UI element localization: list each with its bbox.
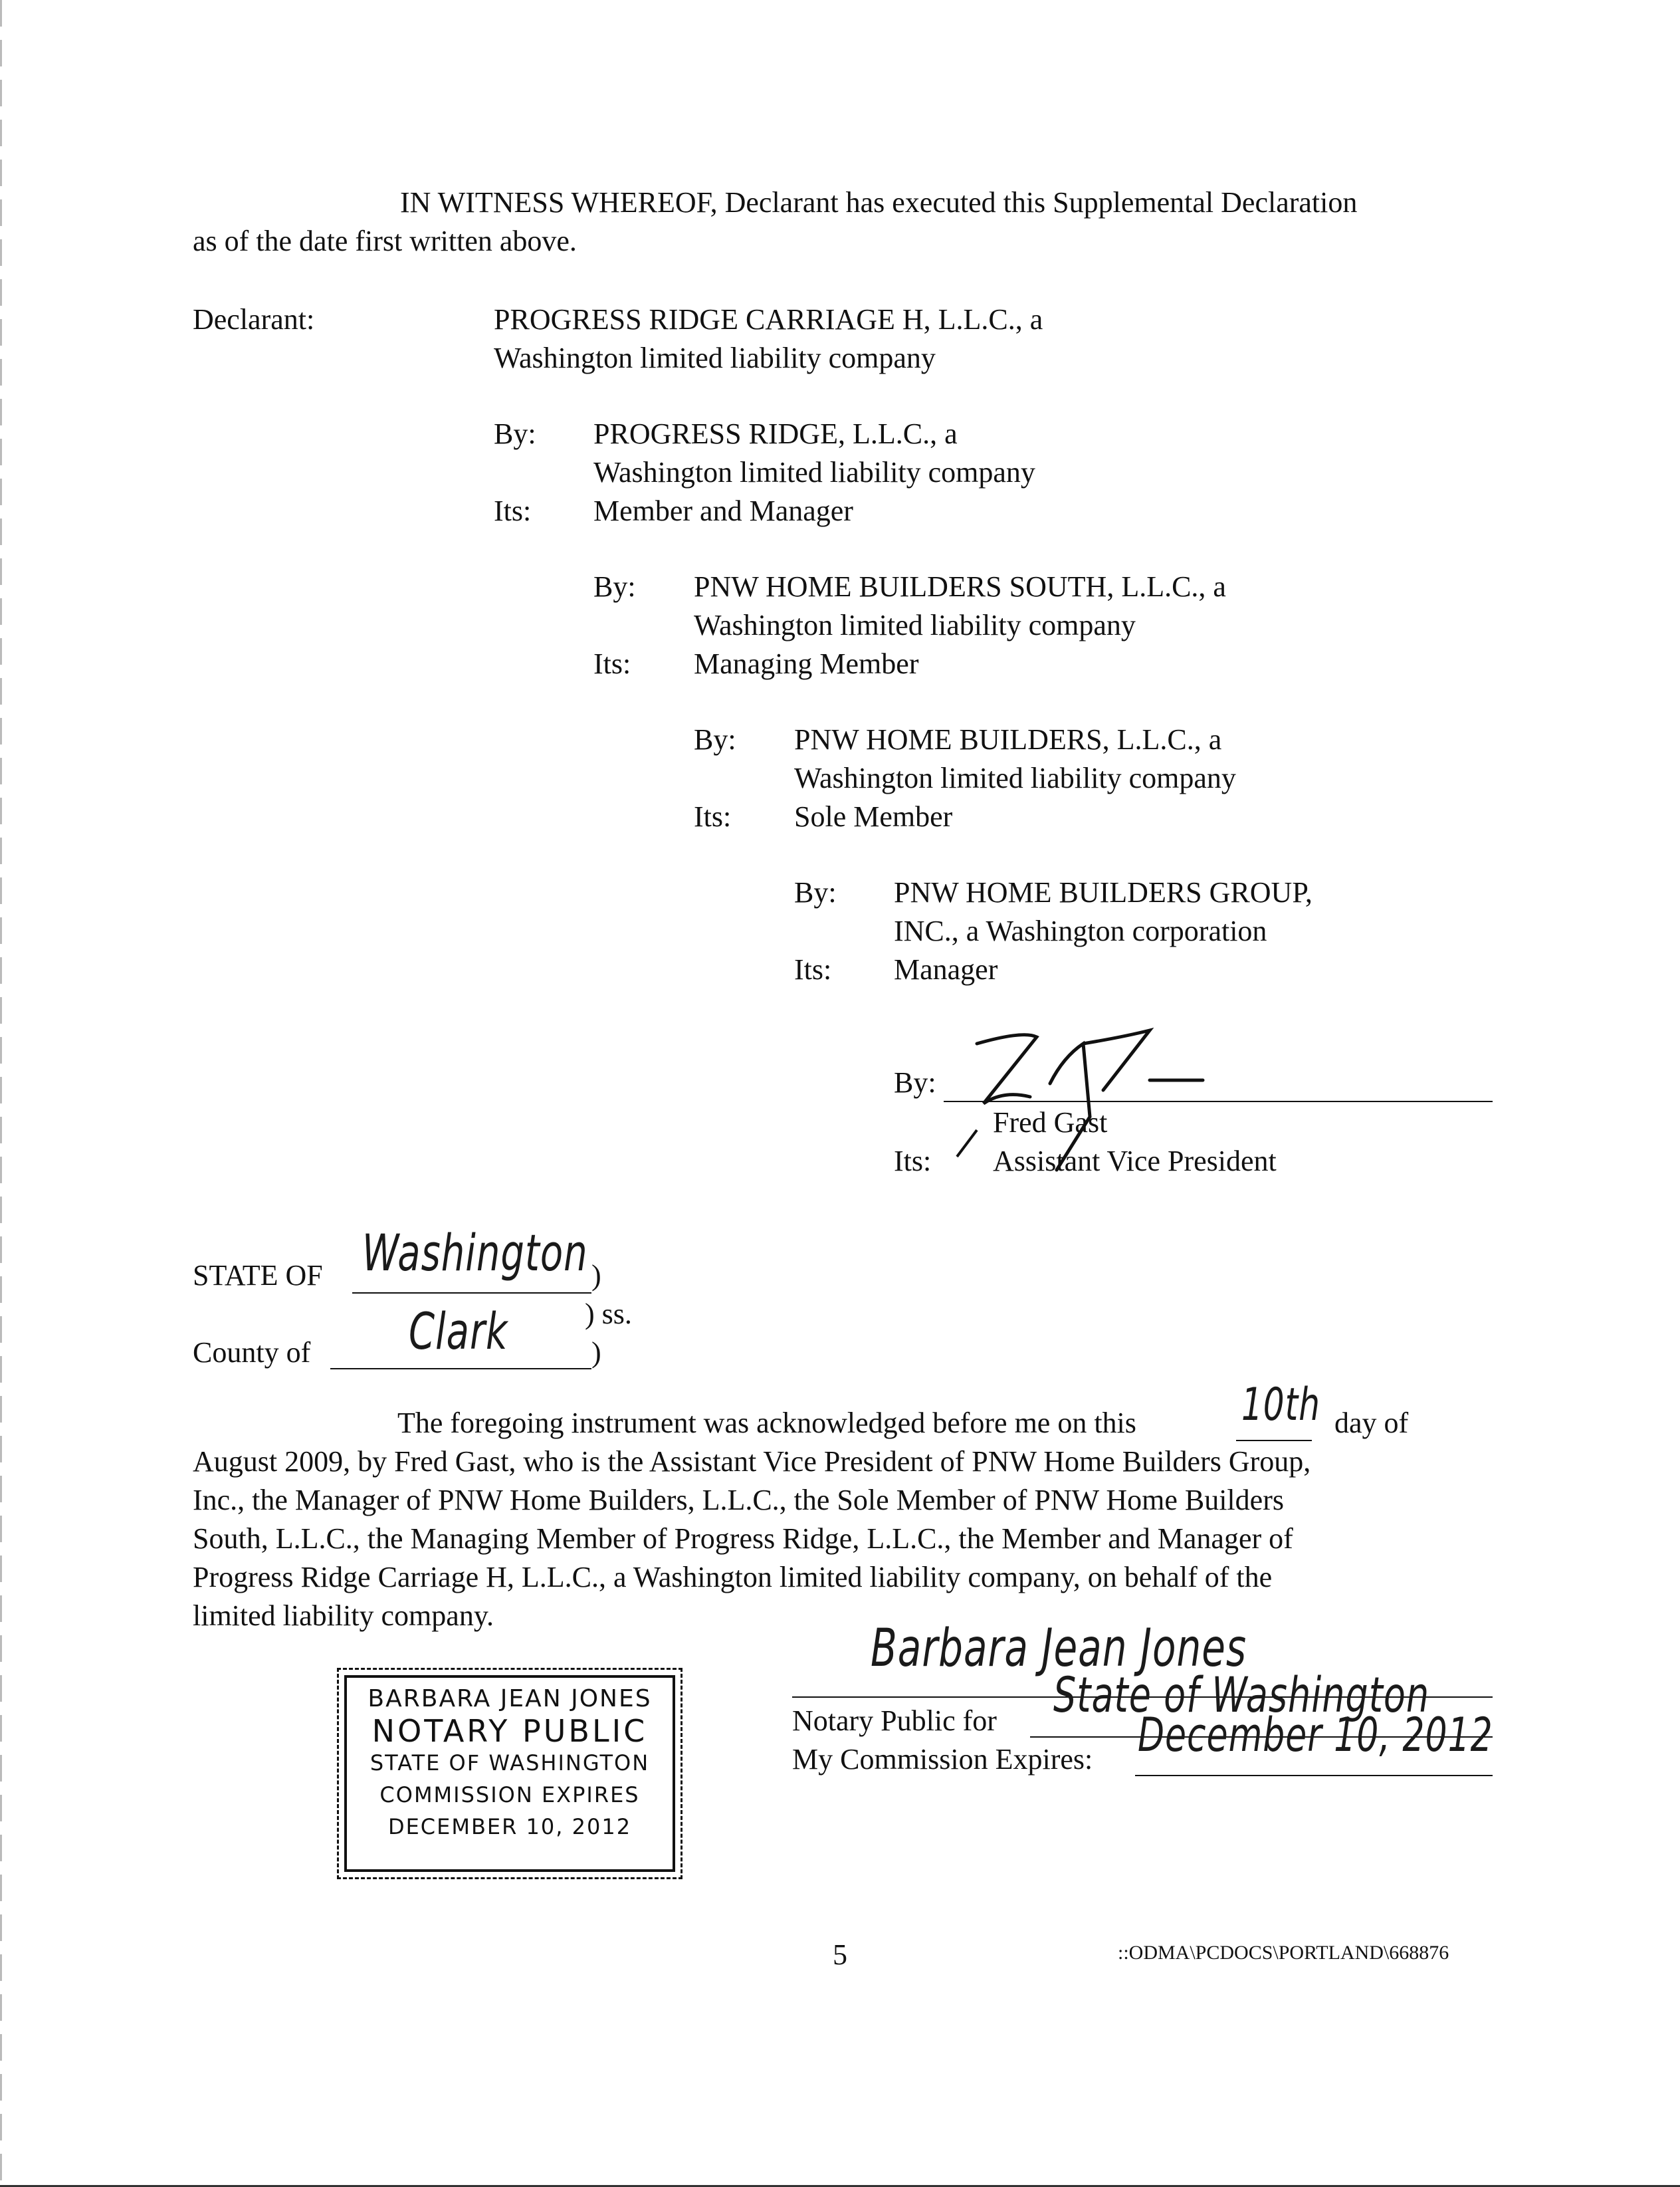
level3-name-line-1: PNW HOME BUILDERS, L.L.C., a — [794, 723, 1222, 756]
notary-signature: Barbara Jean Jones — [871, 1617, 1247, 1678]
county-label: County of — [193, 1336, 311, 1369]
county-underline — [330, 1368, 591, 1369]
page-number: 5 — [833, 1938, 847, 1971]
level2-role: Managing Member — [694, 647, 919, 680]
notary-stamp — [344, 1675, 675, 1872]
signer-by-label: By: — [894, 1066, 936, 1099]
level2-name-line-2: Washington limited liability company — [694, 609, 1136, 641]
ss-label: ) ss. — [585, 1298, 632, 1330]
ack-line-4: South, L.L.C., the Managing Member of Progress Ridge, L.L.C., the Member and Manager of — [193, 1522, 1293, 1555]
signer-name: Fred Gast — [993, 1106, 1108, 1139]
witness-line-2: as of the date first written above. — [193, 225, 577, 257]
level2-by-label: By: — [593, 570, 636, 603]
signer-its-label: Its: — [894, 1145, 932, 1177]
declarant-name-line-1: PROGRESS RIDGE CARRIAGE H, L.L.C., a — [494, 303, 1043, 336]
state-underline — [352, 1292, 591, 1294]
ack-line-2: August 2009, by Fred Gast, who is the Assistant Vice President of PNW Home Builders Group, — [193, 1445, 1311, 1478]
notary-public-for-value: State of Washington — [1053, 1667, 1430, 1724]
level2-name-line-1: PNW HOME BUILDERS SOUTH, L.L.C., a — [694, 570, 1226, 603]
commission-expires-label: My Commission Expires: — [792, 1743, 1093, 1776]
declarant-name-line-2: Washington limited liability company — [494, 342, 936, 374]
state-value: Washington — [362, 1224, 588, 1284]
day-underline — [1236, 1440, 1312, 1441]
ack-line-6: limited liability company. — [193, 1599, 494, 1632]
level3-role: Sole Member — [794, 800, 953, 833]
ack-line-3: Inc., the Manager of PNW Home Builders, L.L.C., the Sole Member of PNW Home Builders — [193, 1484, 1284, 1516]
level1-name-line-1: PROGRESS RIDGE, L.L.C., a — [593, 417, 958, 450]
commission-expires-value: December 10, 2012 — [1138, 1708, 1493, 1763]
stamp-line-4: COMMISSION EXPIRES — [379, 1782, 640, 1807]
level1-name-line-2: Washington limited liability company — [593, 456, 1035, 489]
level3-name-line-2: Washington limited liability company — [794, 762, 1236, 794]
county-paren: ) — [591, 1336, 601, 1369]
commission-expires-underline — [1135, 1775, 1493, 1776]
ack-line-5: Progress Ridge Carriage H, L.L.C., a Washington limited liability company, on behalf of the — [193, 1561, 1273, 1593]
level1-role: Member and Manager — [593, 495, 853, 527]
level1-by-label: By: — [494, 417, 536, 450]
stamp-line-1: BARBARA JEAN JONES — [368, 1685, 652, 1712]
level4-name-line-1: PNW HOME BUILDERS GROUP, — [894, 876, 1312, 909]
notary-public-for-label: Notary Public for — [792, 1704, 997, 1737]
county-value: Clark — [409, 1303, 508, 1362]
level4-by-label: By: — [794, 876, 837, 909]
state-label: STATE OF — [193, 1259, 323, 1292]
declarant-label: Declarant: — [193, 303, 315, 336]
stamp-line-5: DECEMBER 10, 2012 — [387, 1814, 632, 1839]
level4-its-label: Its: — [794, 953, 832, 986]
signer-title: Assistant Vice President — [993, 1145, 1277, 1177]
stamp-line-3: STATE OF WASHINGTON — [369, 1750, 650, 1776]
ack-line-1-pre: The foregoing instrument was acknowledged before me on this — [397, 1407, 1136, 1439]
day-value: 10th — [1241, 1378, 1320, 1431]
level3-by-label: By: — [694, 723, 736, 756]
state-paren: ) — [591, 1259, 601, 1292]
level1-its-label: Its: — [494, 495, 532, 527]
stamp-line-2: NOTARY PUBLIC — [371, 1713, 648, 1749]
level3-its-label: Its: — [694, 800, 732, 833]
witness-line-1: IN WITNESS WHEREOF, Declarant has executed this Supplemental Declaration — [400, 186, 1358, 219]
ack-line-1-post: day of — [1334, 1407, 1409, 1439]
level4-name-line-2: INC., a Washington corporation — [894, 915, 1267, 947]
page-edge-left — [0, 0, 2, 2187]
level4-role: Manager — [894, 953, 998, 986]
level2-its-label: Its: — [593, 647, 631, 680]
document-id: ::ODMA\PCDOCS\PORTLAND\668876 — [1118, 1942, 1449, 1964]
